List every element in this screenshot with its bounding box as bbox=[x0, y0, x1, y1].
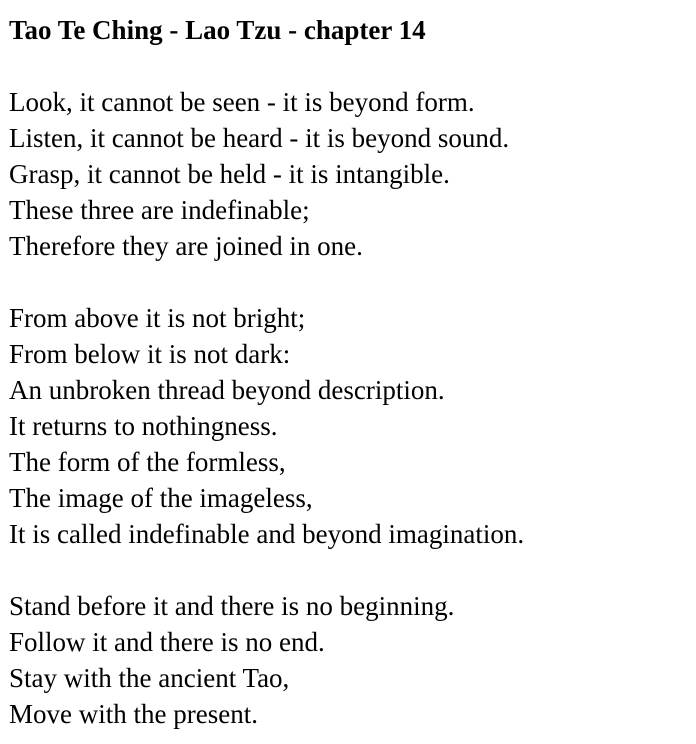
verse-line: Grasp, it cannot be held - it is intangible. bbox=[9, 159, 450, 189]
verse-line: Stay with the ancient Tao, bbox=[9, 663, 290, 693]
verse-line: Look, it cannot be seen - it is beyond form. bbox=[9, 87, 475, 117]
verse-line: Listen, it cannot be heard - it is beyond sound. bbox=[9, 123, 510, 153]
verse-line: Therefore they are joined in one. bbox=[9, 231, 363, 261]
verse-line: The image of the imageless, bbox=[9, 483, 313, 513]
verse-line: From below it is not dark: bbox=[9, 339, 291, 369]
verse-line: It returns to nothingness. bbox=[9, 411, 278, 441]
verse-line: These three are indefinable; bbox=[9, 195, 310, 225]
stanza-1 bbox=[9, 84, 696, 264]
verse-line: From above it is not bright; bbox=[9, 303, 306, 333]
document-body bbox=[9, 12, 696, 732]
verse-line: The form of the formless, bbox=[9, 447, 286, 477]
verse-line: It is called indefinable and beyond imagination. bbox=[9, 519, 525, 549]
verse-line: Move with the present. bbox=[9, 699, 258, 729]
stanza-2 bbox=[9, 300, 696, 552]
verse-line: An unbroken thread beyond description. bbox=[9, 375, 445, 405]
stanza-3 bbox=[9, 588, 696, 732]
page-title: Tao Te Ching - Lao Tzu - chapter 14 bbox=[9, 15, 426, 45]
verse-line: Stand before it and there is no beginning. bbox=[9, 591, 455, 621]
verse-line: Follow it and there is no end. bbox=[9, 627, 325, 657]
